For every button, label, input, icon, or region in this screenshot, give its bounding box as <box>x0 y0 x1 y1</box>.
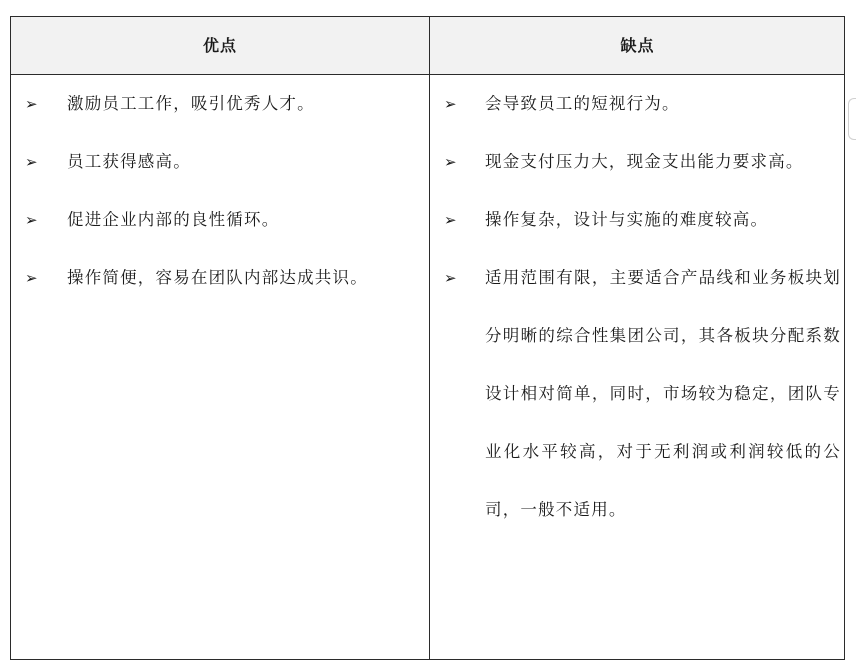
cons-item <box>430 191 845 249</box>
pros-item <box>11 133 429 191</box>
table-header-row <box>11 17 844 75</box>
pros-item <box>11 191 429 249</box>
bullet-arrow-icon: ➢ <box>444 95 458 113</box>
bullet-arrow-icon: ➢ <box>444 153 458 171</box>
cons-header: 缺点 <box>620 36 655 55</box>
bullet-arrow-icon: ➢ <box>25 95 39 113</box>
pros-item-text: 激励员工工作，吸引优秀人才。 <box>67 94 315 113</box>
edge-tab-decoration <box>848 98 856 140</box>
cons-item <box>430 249 845 539</box>
pros-item <box>11 249 429 307</box>
bullet-arrow-icon: ➢ <box>25 269 39 287</box>
pros-header: 优点 <box>202 36 237 55</box>
cons-item <box>430 133 845 191</box>
cons-item-text: 操作复杂，设计与实施的难度较高。 <box>485 210 769 229</box>
pros-item <box>11 75 429 133</box>
bullet-arrow-icon: ➢ <box>25 211 39 229</box>
cons-column <box>430 75 845 539</box>
cons-item-text: 适用范围有限，主要适合产品线和业务板块划分明晰的综合性集团公司，其各板块分配系数设计相对简单，同时，市场较为稳定，团队专业化水平较高，对于无利润或利润较低的公司，一般不适用。 <box>485 268 841 519</box>
cons-item-text: 会导致员工的短视行为。 <box>485 94 680 113</box>
pros-item-text: 员工获得感高。 <box>67 152 191 171</box>
pros-item-text: 操作简便，容易在团队内部达成共识。 <box>67 268 368 287</box>
bullet-arrow-icon: ➢ <box>444 269 458 287</box>
pros-cons-table <box>10 16 845 660</box>
pros-column <box>11 75 429 307</box>
cons-item-text: 现金支付压力大，现金支出能力要求高。 <box>485 152 804 171</box>
pros-item-text: 促进企业内部的良性循环。 <box>67 210 280 229</box>
bullet-arrow-icon: ➢ <box>444 211 458 229</box>
cons-item <box>430 75 845 133</box>
bullet-arrow-icon: ➢ <box>25 153 39 171</box>
